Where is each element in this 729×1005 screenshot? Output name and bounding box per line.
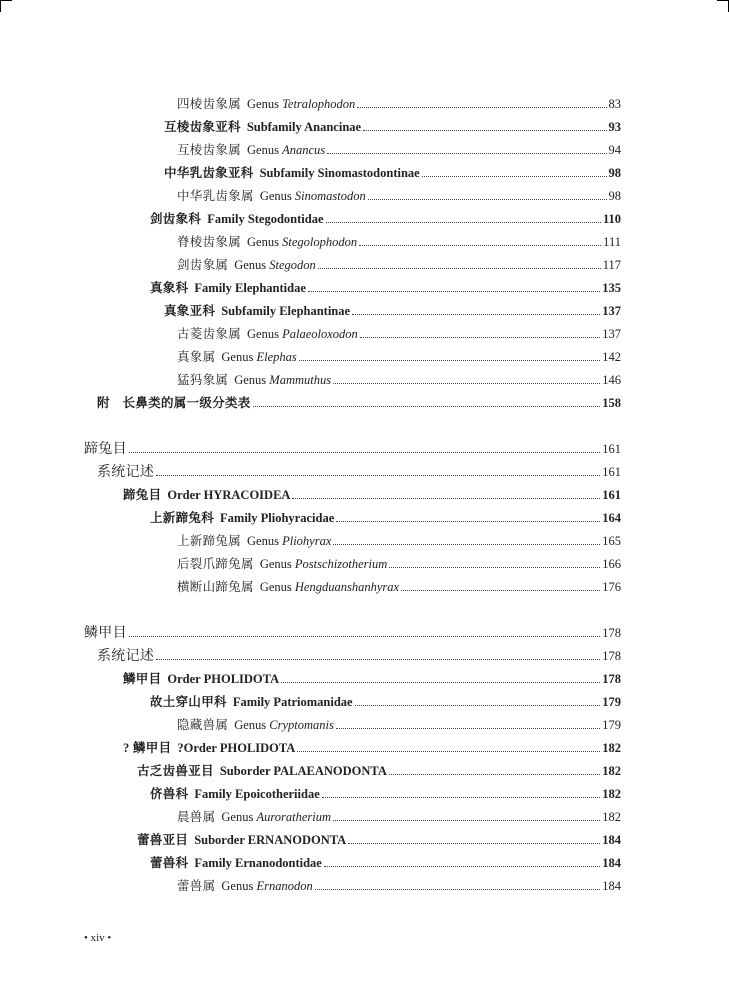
toc-entry[interactable]: 故土穿山甲科 Family Patriomanidae 179 [150,695,621,709]
toc-entry-chapter[interactable]: 蹄兔目 161 [84,442,621,457]
toc-entry[interactable]: 横断山蹄兔属 Genus Hengduanshanhyrax 176 [177,580,621,594]
toc-entry[interactable]: 蹄兔目 Order HYRACOIDEA 161 [123,488,621,502]
toc-entry[interactable]: 剑齿象属 Genus Stegodon 117 [177,258,621,272]
toc-entry[interactable]: 后裂爪蹄兔属 Genus Postschizotherium 166 [177,557,621,571]
toc-entry[interactable]: 真象亚科 Subfamily Elephantinae 137 [164,304,621,318]
toc-entry[interactable]: 真象科 Family Elephantidae 135 [150,281,621,295]
toc-entry-appendix[interactable]: 附 长鼻类的属一级分类表 158 [97,396,621,410]
toc-entry[interactable]: 互棱齿象属 Genus Anancus 94 [177,143,621,157]
toc-entry[interactable]: 蕾兽属 Genus Ernanodon 184 [177,879,621,893]
page-number: • xiv • [84,932,112,944]
toc-entry-section[interactable]: 系统记述 178 [97,649,621,664]
toc-entry[interactable]: 上新蹄兔属 Genus Pliohyrax 165 [177,534,621,548]
toc-entry[interactable]: 古菱齿象属 Genus Palaeoloxodon 137 [177,327,621,341]
toc-entry[interactable]: 中华乳齿象属 Genus Sinomastodon 98 [177,189,621,203]
toc-entry[interactable]: 剑齿象科 Family Stegodontidae 110 [150,212,621,226]
toc-entry-section[interactable]: 系统记述 161 [97,465,621,480]
toc-entry-chapter[interactable]: 鳞甲目 178 [84,626,621,641]
toc-entry[interactable]: 上新蹄兔科 Family Pliohyracidae 164 [150,511,621,525]
toc-entry[interactable]: 脊棱齿象属 Genus Stegolophodon 111 [177,235,621,249]
toc-entry[interactable]: 蕾兽亚目 Suborder ERNANODONTA 184 [137,833,621,847]
toc-entry[interactable]: 晨兽属 Genus Auroratherium 182 [177,810,621,824]
toc-entry[interactable]: 互棱齿象亚科 Subfamily Anancinae 93 [164,120,621,134]
toc-entry[interactable]: 鳞甲目 Order PHOLIDOTA 178 [123,672,621,686]
toc-entry[interactable]: 四棱齿象属 Genus Tetralophodon 83 [177,97,621,111]
toc-entry[interactable]: 中华乳齿象亚科 Subfamily Sinomastodontinae 98 [164,166,621,180]
toc-entry[interactable]: 侪兽科 Family Epoicotheriidae 182 [150,787,621,801]
toc-entry[interactable]: 隐藏兽属 Genus Cryptomanis 179 [177,718,621,732]
toc-entry[interactable]: 蕾兽科 Family Ernanodontidae 184 [150,856,621,870]
toc-entry[interactable]: 真象属 Genus Elephas 142 [177,350,621,364]
toc-entry[interactable]: 古乏齿兽亚目 Suborder PALAEANODONTA 182 [137,764,621,778]
toc-entry[interactable]: ? 鳞甲目 ?Order PHOLIDOTA 182 [123,741,621,755]
toc-entry[interactable]: 猛犸象属 Genus Mammuthus 146 [177,373,621,387]
